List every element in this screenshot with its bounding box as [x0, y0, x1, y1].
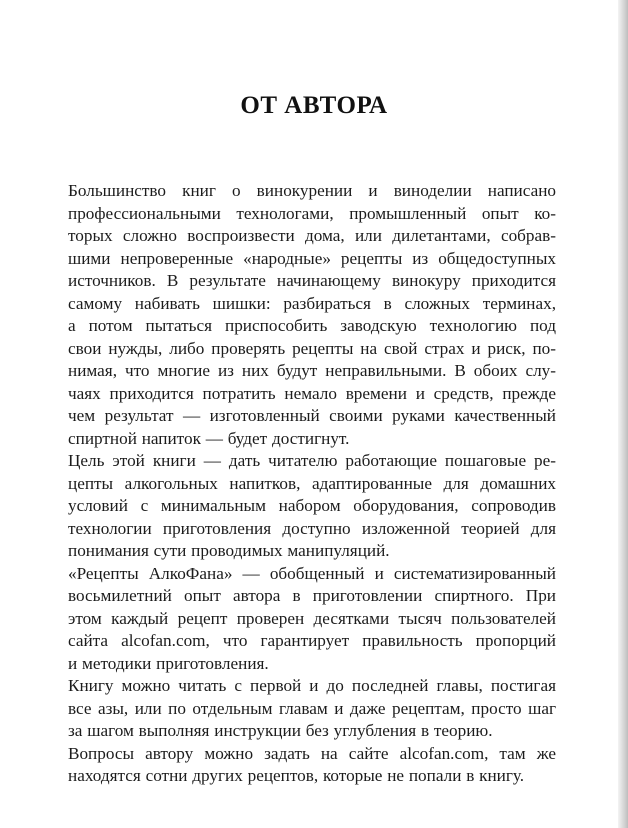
- text-line: чаях приходится потратить немало времени и средств, прежде: [68, 383, 556, 403]
- text-line: восьмилетний опыт автора в приготовлении спиртного. При: [68, 586, 556, 605]
- text-line: Большинство книг о винокурении и виноделии написано: [68, 181, 556, 200]
- text-line: Цель этой книги — дать читателю работающие пошаговые ре-: [68, 451, 556, 470]
- text-line: сайта alcofan.com, что гарантирует правильность пропорций: [68, 631, 556, 650]
- text-line: Книгу можно читать с первой и до последней главы, постигая: [68, 676, 556, 695]
- text-body: [68, 180, 556, 788]
- text-line: понимания сути проводимых манипуляций.: [68, 541, 390, 560]
- text-line: источников. В результате начинающему винокуру приходится: [68, 271, 556, 290]
- text-line: свои нужды, либо проверять рецепты на свой страх и риск, по-: [68, 338, 556, 358]
- text-line: профессиональными технологами, промышленный опыт ко-: [68, 203, 556, 223]
- page-title: ОТ АВТОРА: [240, 92, 388, 119]
- text-line: самому набивать шишки: разбираться в сложных терминах,: [68, 293, 556, 313]
- text-line: Вопросы автору можно задать на сайте alcofan.com, там же: [68, 743, 556, 763]
- text-line: нимая, что многие из них будут неправильными. В обоих слу-: [68, 361, 556, 380]
- paragraph-1: [68, 180, 556, 450]
- text-line: условий с минимальным набором оборудования, сопроводив: [68, 496, 556, 515]
- paragraph-5: [68, 743, 556, 788]
- paragraph-4: [68, 675, 556, 743]
- text-line: находятся сотни других рецептов, которые не попали в книгу.: [68, 766, 525, 785]
- text-line: шими непроверенные «народные» рецепты из общедоступных: [68, 248, 556, 268]
- text-line: за шагом выполняя инструкции без углубления в теорию.: [68, 721, 493, 740]
- text-line: все азы, или по отдельным главам и даже рецептам, просто шаг: [68, 698, 556, 718]
- text-line: чем результат — изготовленный своими руками качественный: [68, 406, 556, 425]
- text-line: торых сложно воспроизвести дома, или дилетантами, собрав-: [68, 226, 556, 245]
- text-line: а потом пытаться приспособить заводскую технологию под: [68, 316, 556, 335]
- text-line: спиртной напиток — будет достигнут.: [68, 428, 350, 448]
- text-line: «Рецепты АлкоФана» — обобщенный и систематизированный: [68, 563, 556, 583]
- text-line: и методики приготовления.: [68, 653, 269, 673]
- page-edge-shadow: [618, 0, 628, 828]
- paragraph-2: [68, 450, 556, 563]
- paragraph-3: [68, 563, 556, 676]
- text-line: цепты алкогольных напитков, адаптированные для домашних: [68, 473, 556, 493]
- text-line: технологии приготовления доступно изложенной теорией для: [68, 518, 556, 538]
- text-line: этом каждый рецепт проверен десятками тысяч пользователей: [68, 608, 556, 628]
